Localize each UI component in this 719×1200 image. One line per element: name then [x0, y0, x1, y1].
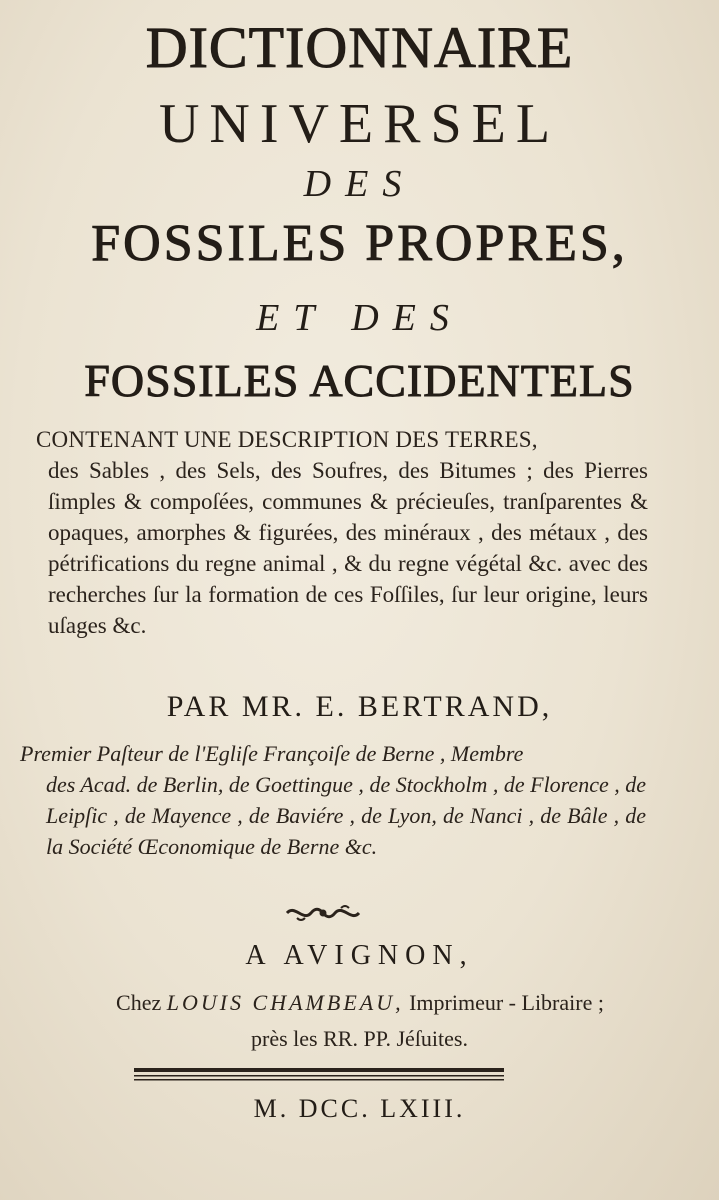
title-line-1: DICTIONNAIRE: [145, 15, 574, 80]
author-affiliation: [20, 738, 646, 862]
description-first-line: CONTENANT UNE DESCRIPTION DES TERRES,: [36, 427, 538, 452]
double-rule-divider: [134, 1066, 504, 1084]
imprint-date: M. DCC. LXIII.: [253, 1094, 466, 1123]
printer-prefix: Chez: [116, 990, 162, 1015]
fleuron-ornament-icon: [283, 900, 363, 926]
imprint-city: A AVIGNON,: [245, 940, 474, 971]
printer-suffix: Imprimeur - Libraire ;: [409, 990, 604, 1015]
title-line-4: FOSSILES PROPRES,: [91, 215, 628, 272]
printer-name: LOUIS CHAMBEAU,: [166, 990, 404, 1015]
affiliation-rest: des Acad. de Berlin, de Goettingue , de Stockholm , de Florence , de Leipſic , de Mayence , de Baviére , de Lyon, de Nanci , de Bâle , de la Société Œconomique de Berne &c.: [46, 772, 646, 859]
title-line-6: FOSSILES ACCIDENTELS: [84, 355, 635, 406]
affiliation-first-line: Premier Paſteur de l'Egliſe Françoiſe de Berne , Membre: [20, 741, 524, 766]
title-line-5: ET DES: [256, 297, 463, 339]
imprint-printer: [20, 990, 700, 1016]
title-line-3: DES: [303, 163, 416, 205]
title-line-2: UNIVERSEL: [158, 93, 561, 155]
description-body: des Sables , des Sels, des Soufres, des Bitumes ; des Pierres ſimples & compoſées, communes & précieuſes, tranſparentes & opaques, amorphes & figurées, des minéraux , des métaux , des pétrifications du regne animal , & du regne végétal &c. avec des recherches ſur la formation de ces Foſſiles, ſur leur origine, leurs uſages &c.: [48, 458, 648, 638]
author-name: PAR MR. E. BERTRAND,: [166, 690, 553, 723]
imprint-address: près les RR. PP. Jéſuites.: [251, 1026, 468, 1051]
description: [36, 424, 648, 641]
